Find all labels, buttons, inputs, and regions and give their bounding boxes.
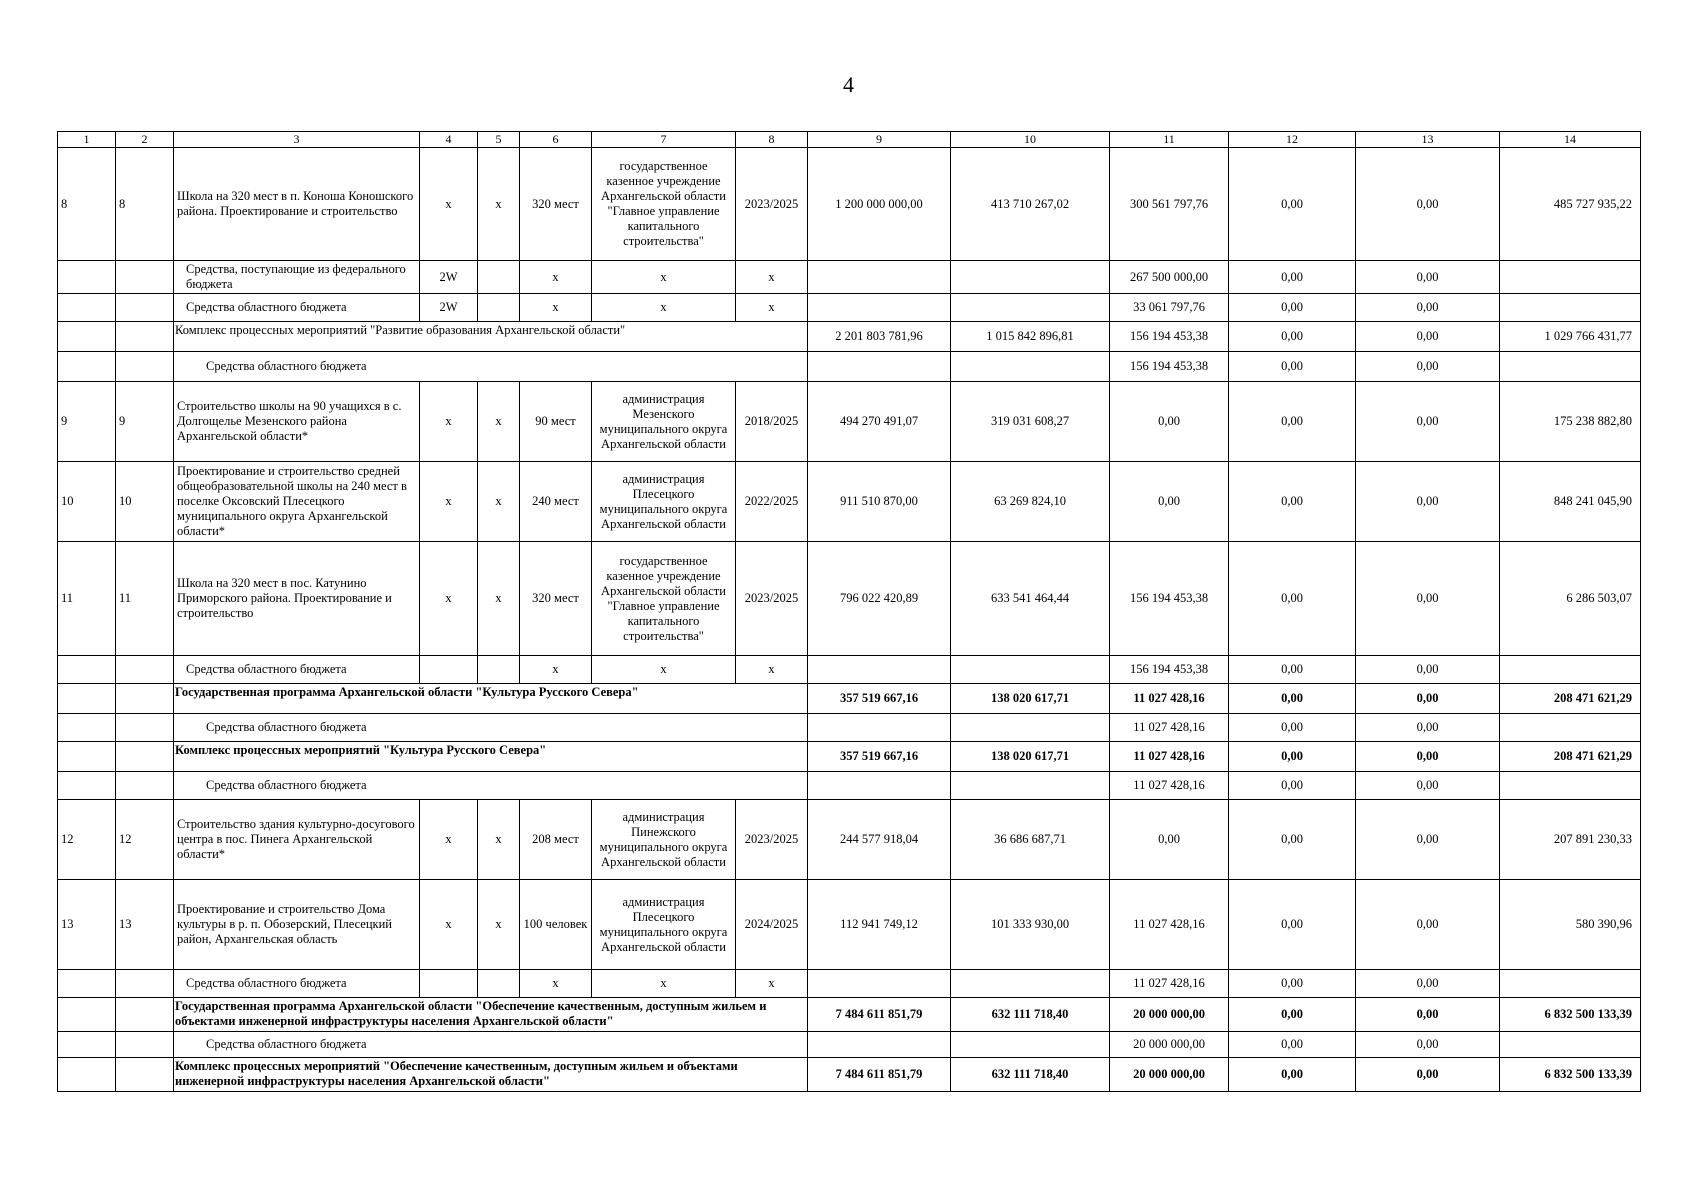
- object-number: 10: [116, 462, 174, 542]
- table-row: [58, 1058, 1641, 1092]
- empty-cell: [58, 1032, 116, 1058]
- table-row: [58, 382, 1641, 462]
- amount-col12: 0,00: [1229, 352, 1356, 382]
- customer: государственное казенное учреждение Архангельской области "Главное управление капитального строительства": [592, 148, 736, 261]
- estimated-cost: 494 270 491,07: [808, 382, 951, 462]
- empty-cell: [1500, 294, 1641, 322]
- column-header: 3: [174, 132, 420, 148]
- customer: государственное казенное учреждение Архангельской области "Главное управление капитального строительства": [592, 542, 736, 656]
- customer: администрация Пинежского муниципального округа Архангельской области: [592, 800, 736, 880]
- program-title: Государственная программа Архангельской области "Культура Русского Севера": [174, 684, 808, 714]
- empty-cell: [116, 1032, 174, 1058]
- period: 2018/2025: [736, 382, 808, 462]
- table-row: [58, 800, 1641, 880]
- column-header: 4: [420, 132, 478, 148]
- object-name: Школа на 320 мест в пос. Катунино Приморского района. Проектирование и строительство: [174, 542, 420, 656]
- empty-cell: [58, 322, 116, 352]
- table-row: [58, 714, 1641, 742]
- empty-cell: [58, 970, 116, 998]
- empty-cell: [116, 714, 174, 742]
- funding-source: Средства областного бюджета: [174, 714, 808, 742]
- table-row: [58, 772, 1641, 800]
- amount-col11: 300 561 797,76: [1110, 148, 1229, 261]
- amount-col12: 0,00: [1229, 542, 1356, 656]
- empty-cell: [116, 684, 174, 714]
- amount-col13: 0,00: [1356, 880, 1500, 970]
- empty-cell: [951, 294, 1110, 322]
- empty-cell: [58, 261, 116, 294]
- amount-col12: 0,00: [1229, 382, 1356, 462]
- column-header: 10: [951, 132, 1110, 148]
- total-col12: 0,00: [1229, 322, 1356, 352]
- estimated-cost: 1 200 000 000,00: [808, 148, 951, 261]
- total-col11: 156 194 453,38: [1110, 322, 1229, 352]
- column-number-header: [58, 132, 1641, 148]
- remaining-cost: 485 727 935,22: [1500, 148, 1641, 261]
- empty-cell: [808, 970, 951, 998]
- amount-col13: 0,00: [1356, 462, 1500, 542]
- amount-col13: 0,00: [1356, 772, 1500, 800]
- amount-col13: 0,00: [1356, 352, 1500, 382]
- cell-col4: х: [420, 880, 478, 970]
- customer: администрация Мезенского муниципального округа Архангельской области: [592, 382, 736, 462]
- empty-cell: [1500, 970, 1641, 998]
- cell-col5: х: [478, 880, 520, 970]
- capacity: 320 мест: [520, 148, 592, 261]
- period: 2024/2025: [736, 880, 808, 970]
- row-number: 12: [58, 800, 116, 880]
- total-col14: 1 029 766 431,77: [1500, 322, 1641, 352]
- empty-cell: [58, 656, 116, 684]
- column-header: 1: [58, 132, 116, 148]
- amount-col12: 0,00: [1229, 714, 1356, 742]
- cell-col4: х: [420, 462, 478, 542]
- empty-cell: [478, 970, 520, 998]
- empty-cell: [116, 322, 174, 352]
- empty-cell: [1500, 1032, 1641, 1058]
- cell-col7: х: [592, 970, 736, 998]
- financed-amount: 63 269 824,10: [951, 462, 1110, 542]
- cell-col8: х: [736, 261, 808, 294]
- cell-col4: х: [420, 800, 478, 880]
- funding-source: Средства областного бюджета: [174, 352, 808, 382]
- cell-col4: 2W: [420, 261, 478, 294]
- funding-source: Средства областного бюджета: [174, 772, 808, 800]
- table-row: [58, 462, 1641, 542]
- amount-col13: 0,00: [1356, 970, 1500, 998]
- row-number: 11: [58, 542, 116, 656]
- table-row: [58, 542, 1641, 656]
- page-number: 4: [843, 72, 854, 97]
- amount-col13: 0,00: [1356, 542, 1500, 656]
- capacity: 208 мест: [520, 800, 592, 880]
- empty-cell: [951, 656, 1110, 684]
- empty-cell: [478, 261, 520, 294]
- remaining-cost: 175 238 882,80: [1500, 382, 1641, 462]
- program-title: Комплекс процессных мероприятий "Культура Русского Севера": [174, 742, 808, 772]
- program-title: Государственная программа Архангельской области "Обеспечение качественным, доступным жильем и объектами инженерной инфраструктуры населения Архангельской области": [174, 998, 808, 1032]
- object-name: Проектирование и строительство Дома культуры в р. п. Обозерский, Плесецкий район, Архангельская область: [174, 880, 420, 970]
- empty-cell: [58, 352, 116, 382]
- total-col11: 20 000 000,00: [1110, 1058, 1229, 1092]
- empty-cell: [116, 742, 174, 772]
- estimated-cost: 796 022 420,89: [808, 542, 951, 656]
- amount-col11: 156 194 453,38: [1110, 656, 1229, 684]
- column-header: 7: [592, 132, 736, 148]
- amount-col11: 156 194 453,38: [1110, 542, 1229, 656]
- amount-col13: 0,00: [1356, 261, 1500, 294]
- amount-col13: 0,00: [1356, 714, 1500, 742]
- column-header: 14: [1500, 132, 1641, 148]
- total-col9: 357 519 667,16: [808, 684, 951, 714]
- cell-col4: [420, 970, 478, 998]
- remaining-cost: 848 241 045,90: [1500, 462, 1641, 542]
- column-header: 5: [478, 132, 520, 148]
- cell-col5: х: [478, 148, 520, 261]
- total-col14: 208 471 621,29: [1500, 684, 1641, 714]
- object-number: 11: [116, 542, 174, 656]
- object-name: Строительство здания культурно-досугового центра в пос. Пинега Архангельской области*: [174, 800, 420, 880]
- table-row: [58, 1032, 1641, 1058]
- amount-col12: 0,00: [1229, 772, 1356, 800]
- amount-col12: 0,00: [1229, 1032, 1356, 1058]
- cell-col8: х: [736, 970, 808, 998]
- total-col12: 0,00: [1229, 742, 1356, 772]
- capacity: 320 мест: [520, 542, 592, 656]
- cell-col7: х: [592, 294, 736, 322]
- empty-cell: [58, 294, 116, 322]
- total-col10: 632 111 718,40: [951, 998, 1110, 1032]
- total-col9: 2 201 803 781,96: [808, 322, 951, 352]
- total-col14: 208 471 621,29: [1500, 742, 1641, 772]
- total-col12: 0,00: [1229, 1058, 1356, 1092]
- empty-cell: [808, 294, 951, 322]
- amount-col12: 0,00: [1229, 261, 1356, 294]
- table-row: [58, 294, 1641, 322]
- empty-cell: [58, 684, 116, 714]
- amount-col11: 33 061 797,76: [1110, 294, 1229, 322]
- table-row: [58, 998, 1641, 1032]
- cell-col8: х: [736, 294, 808, 322]
- total-col13: 0,00: [1356, 742, 1500, 772]
- empty-cell: [478, 656, 520, 684]
- cell-col6: х: [520, 656, 592, 684]
- amount-col13: 0,00: [1356, 800, 1500, 880]
- amount-col12: 0,00: [1229, 970, 1356, 998]
- cell-col4: [420, 656, 478, 684]
- cell-col5: х: [478, 462, 520, 542]
- empty-cell: [951, 352, 1110, 382]
- program-title: Комплекс процессных мероприятий "Обеспечение качественным, доступным жильем и объектами инженерной инфраструктуры населения Архангельской области": [174, 1058, 808, 1092]
- funding-source: Средства областного бюджета: [174, 294, 420, 322]
- total-col12: 0,00: [1229, 998, 1356, 1032]
- amount-col12: 0,00: [1229, 462, 1356, 542]
- empty-cell: [808, 656, 951, 684]
- empty-cell: [116, 656, 174, 684]
- cell-col5: х: [478, 542, 520, 656]
- amount-col11: 20 000 000,00: [1110, 1032, 1229, 1058]
- row-number: 13: [58, 880, 116, 970]
- total-col9: 357 519 667,16: [808, 742, 951, 772]
- empty-cell: [478, 294, 520, 322]
- period: 2023/2025: [736, 800, 808, 880]
- funding-source: Средства, поступающие из федерального бюджета: [174, 261, 420, 294]
- table-row: [58, 352, 1641, 382]
- table-row: [58, 742, 1641, 772]
- empty-cell: [808, 352, 951, 382]
- amount-col11: 11 027 428,16: [1110, 970, 1229, 998]
- empty-cell: [808, 1032, 951, 1058]
- object-number: 13: [116, 880, 174, 970]
- empty-cell: [1500, 714, 1641, 742]
- capacity: 90 мест: [520, 382, 592, 462]
- amount-col12: 0,00: [1229, 656, 1356, 684]
- cell-col4: х: [420, 542, 478, 656]
- row-number: 9: [58, 382, 116, 462]
- amount-col11: 11 027 428,16: [1110, 772, 1229, 800]
- object-name: Строительство школы на 90 учащихся в с. Долгощелье Мезенского района Архангельской области*: [174, 382, 420, 462]
- cell-col4: х: [420, 148, 478, 261]
- amount-col11: 11 027 428,16: [1110, 714, 1229, 742]
- column-header: 8: [736, 132, 808, 148]
- empty-cell: [58, 1058, 116, 1092]
- amount-col13: 0,00: [1356, 294, 1500, 322]
- total-col13: 0,00: [1356, 998, 1500, 1032]
- total-col10: 138 020 617,71: [951, 684, 1110, 714]
- program-title: Комплекс процессных мероприятий "Развитие образования Архангельской области": [174, 322, 808, 352]
- object-name: Школа на 320 мест в п. Коноша Коношского района. Проектирование и строительство: [174, 148, 420, 261]
- amount-col12: 0,00: [1229, 294, 1356, 322]
- cell-col5: х: [478, 382, 520, 462]
- period: 2023/2025: [736, 542, 808, 656]
- empty-cell: [116, 998, 174, 1032]
- empty-cell: [116, 772, 174, 800]
- total-col13: 0,00: [1356, 1058, 1500, 1092]
- cell-col7: х: [592, 656, 736, 684]
- empty-cell: [808, 261, 951, 294]
- total-col9: 7 484 611 851,79: [808, 1058, 951, 1092]
- financed-amount: 413 710 267,02: [951, 148, 1110, 261]
- amount-col11: 11 027 428,16: [1110, 880, 1229, 970]
- total-col10: 1 015 842 896,81: [951, 322, 1110, 352]
- amount-col12: 0,00: [1229, 880, 1356, 970]
- remaining-cost: 6 286 503,07: [1500, 542, 1641, 656]
- amount-col13: 0,00: [1356, 148, 1500, 261]
- remaining-cost: 580 390,96: [1500, 880, 1641, 970]
- amount-col12: 0,00: [1229, 800, 1356, 880]
- total-col9: 7 484 611 851,79: [808, 998, 951, 1032]
- amount-col13: 0,00: [1356, 656, 1500, 684]
- column-header: 13: [1356, 132, 1500, 148]
- object-number: 8: [116, 148, 174, 261]
- empty-cell: [951, 1032, 1110, 1058]
- column-header: 11: [1110, 132, 1229, 148]
- table-row: [58, 970, 1641, 998]
- column-header: 12: [1229, 132, 1356, 148]
- object-name: Проектирование и строительство средней общеобразовательной школы на 240 мест в поселке Оксовский Плесецкого муниципального округа Архангельской области*: [174, 462, 420, 542]
- customer: администрация Плесецкого муниципального округа Архангельской области: [592, 462, 736, 542]
- object-number: 9: [116, 382, 174, 462]
- column-header: 9: [808, 132, 951, 148]
- amount-col11: 156 194 453,38: [1110, 352, 1229, 382]
- total-col12: 0,00: [1229, 684, 1356, 714]
- table-row: [58, 880, 1641, 970]
- cell-col8: х: [736, 656, 808, 684]
- row-number: 8: [58, 148, 116, 261]
- table-row: [58, 322, 1641, 352]
- funding-source: Средства областного бюджета: [174, 656, 420, 684]
- amount-col11: 267 500 000,00: [1110, 261, 1229, 294]
- object-number: 12: [116, 800, 174, 880]
- empty-cell: [116, 1058, 174, 1092]
- investment-objects-table: [57, 131, 1641, 1092]
- customer: администрация Плесецкого муниципального округа Архангельской области: [592, 880, 736, 970]
- empty-cell: [116, 352, 174, 382]
- table-row: [58, 656, 1641, 684]
- total-col13: 0,00: [1356, 684, 1500, 714]
- total-col13: 0,00: [1356, 322, 1500, 352]
- cell-col4: х: [420, 382, 478, 462]
- cell-col6: х: [520, 970, 592, 998]
- row-number: 10: [58, 462, 116, 542]
- column-header: 6: [520, 132, 592, 148]
- financed-amount: 36 686 687,71: [951, 800, 1110, 880]
- total-col11: 11 027 428,16: [1110, 684, 1229, 714]
- period: 2022/2025: [736, 462, 808, 542]
- funding-source: Средства областного бюджета: [174, 1032, 808, 1058]
- empty-cell: [1500, 772, 1641, 800]
- financed-amount: 633 541 464,44: [951, 542, 1110, 656]
- total-col10: 138 020 617,71: [951, 742, 1110, 772]
- capacity: 240 мест: [520, 462, 592, 542]
- column-header: 2: [116, 132, 174, 148]
- empty-cell: [58, 742, 116, 772]
- empty-cell: [1500, 352, 1641, 382]
- table-row: [58, 148, 1641, 261]
- funding-source: Средства областного бюджета: [174, 970, 420, 998]
- estimated-cost: 244 577 918,04: [808, 800, 951, 880]
- remaining-cost: 207 891 230,33: [1500, 800, 1641, 880]
- empty-cell: [58, 714, 116, 742]
- empty-cell: [116, 294, 174, 322]
- table-row: [58, 261, 1641, 294]
- empty-cell: [951, 970, 1110, 998]
- cell-col6: х: [520, 294, 592, 322]
- amount-col13: 0,00: [1356, 382, 1500, 462]
- capacity: 100 человек: [520, 880, 592, 970]
- amount-col11: 0,00: [1110, 800, 1229, 880]
- empty-cell: [1500, 261, 1641, 294]
- financed-amount: 319 031 608,27: [951, 382, 1110, 462]
- cell-col6: х: [520, 261, 592, 294]
- empty-cell: [951, 261, 1110, 294]
- empty-cell: [1500, 656, 1641, 684]
- empty-cell: [58, 772, 116, 800]
- period: 2023/2025: [736, 148, 808, 261]
- empty-cell: [116, 970, 174, 998]
- total-col11: 20 000 000,00: [1110, 998, 1229, 1032]
- estimated-cost: 911 510 870,00: [808, 462, 951, 542]
- total-col10: 632 111 718,40: [951, 1058, 1110, 1092]
- empty-cell: [951, 772, 1110, 800]
- amount-col13: 0,00: [1356, 1032, 1500, 1058]
- estimated-cost: 112 941 749,12: [808, 880, 951, 970]
- financed-amount: 101 333 930,00: [951, 880, 1110, 970]
- empty-cell: [951, 714, 1110, 742]
- cell-col4: 2W: [420, 294, 478, 322]
- table-row: [58, 684, 1641, 714]
- total-col14: 6 832 500 133,39: [1500, 998, 1641, 1032]
- cell-col7: х: [592, 261, 736, 294]
- amount-col11: 0,00: [1110, 462, 1229, 542]
- total-col11: 11 027 428,16: [1110, 742, 1229, 772]
- empty-cell: [116, 261, 174, 294]
- empty-cell: [58, 998, 116, 1032]
- empty-cell: [808, 772, 951, 800]
- amount-col12: 0,00: [1229, 148, 1356, 261]
- amount-col11: 0,00: [1110, 382, 1229, 462]
- cell-col5: х: [478, 800, 520, 880]
- empty-cell: [808, 714, 951, 742]
- total-col14: 6 832 500 133,39: [1500, 1058, 1641, 1092]
